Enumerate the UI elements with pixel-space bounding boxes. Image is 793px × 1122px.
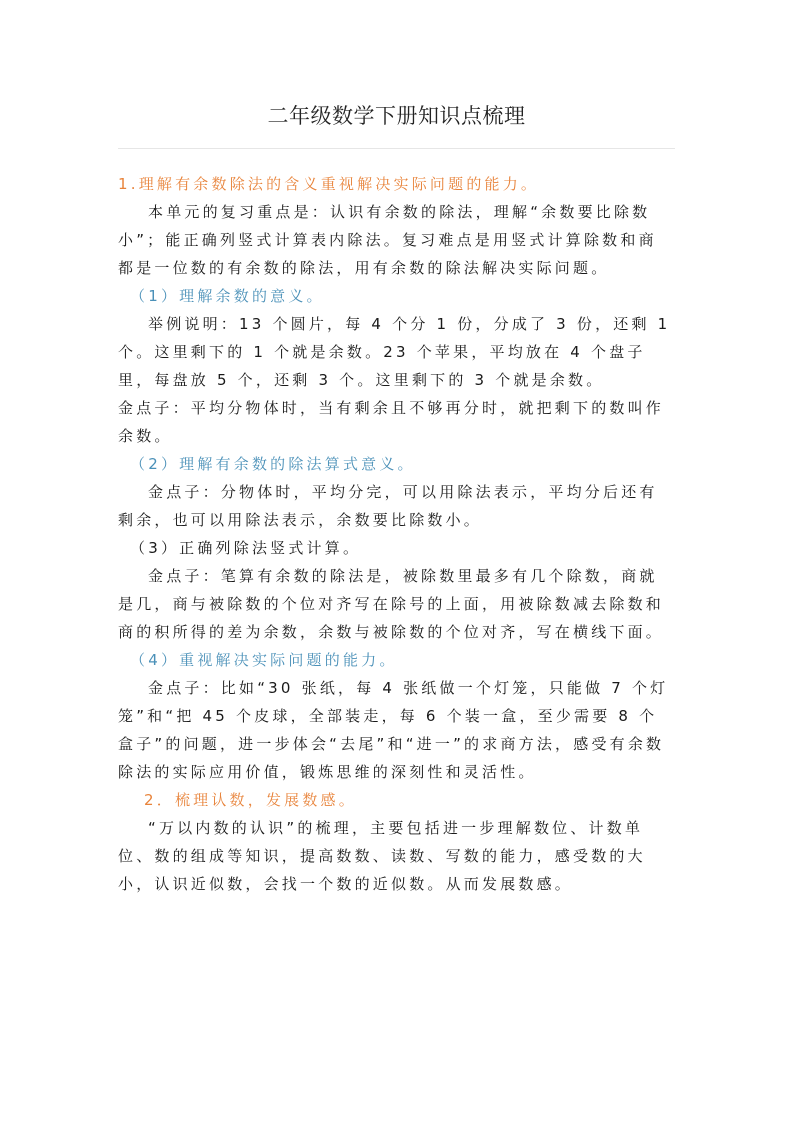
body-paragraph: 金点子：比如“30 张纸，每 4 张纸做一个灯笼，只能做 7 个灯笼”和“把 45 个皮球，全部装走，每 6 个装一盒，至少需要 8 个盒子”的问题，进一步体会“去尾”和“进一”的求商方法，感受有余数除法的实际应用价值，锻炼思维的深刻性和灵活性。 <box>118 679 669 781</box>
body-paragraph: 举例说明：13 个圆片，每 4 个分 1 份，分成了 3 份，还剩 1 个。这里剩下的 1 个就是余数。23 个苹果，平均放在 4 个盘子里，每盘放 5 个，还剩 3 个。这里剩下的 3 个就是余数。 <box>118 315 671 389</box>
body-paragraph: “万以内数的认识”的梳理，主要包括进一步理解数位、计数单位、数的组成等知识，提高数数、读数、写数的能力，感受数的大小，认识近似数，会找一个数的近似数。从而发展数感。 <box>118 819 646 893</box>
subsection-heading-4: （4）重视解决实际问题的能力。 <box>130 651 398 669</box>
body-paragraph: 金点子：分物体时，平均分完，可以用除法表示，平均分后还有剩余，也可以用除法表示，余数要比除数小。 <box>118 483 658 529</box>
section-heading-1: 1.理解有余数除法的含义重视解决实际问题的能力。 <box>118 175 540 193</box>
section-heading-2: 2．梳理认数，发展数感。 <box>144 791 357 809</box>
document-body <box>118 170 674 898</box>
page-title: 二年级数学下册知识点梳理 <box>267 104 526 128</box>
subsection-heading-3: （3）正确列除法竖式计算。 <box>130 539 362 557</box>
body-paragraph: 本单元的复习重点是：认识有余数的除法，理解“余数要比除数小”；能正确列竖式计算表内除法。复习难点是用竖式计算除数和商都是一位数的有余数的除法，用有余数的除法解决实际问题。 <box>118 203 657 277</box>
body-paragraph: 金点子：平均分物体时，当有剩余且不够再分时，就把剩下的数叫作余数。 <box>118 399 665 445</box>
title-divider <box>118 148 675 149</box>
subsection-heading-1: （1）理解余数的意义。 <box>130 287 325 305</box>
subsection-heading-2: （2）理解有余数的除法算式意义。 <box>130 455 416 473</box>
body-paragraph: 金点子：笔算有余数的除法是，被除数里最多有几个除数，商就是几，商与被除数的个位对齐写在除号的上面，用被除数减去除数和商的积所得的差为余数，余数与被除数的个位对齐，写在横线下面。 <box>118 567 665 641</box>
